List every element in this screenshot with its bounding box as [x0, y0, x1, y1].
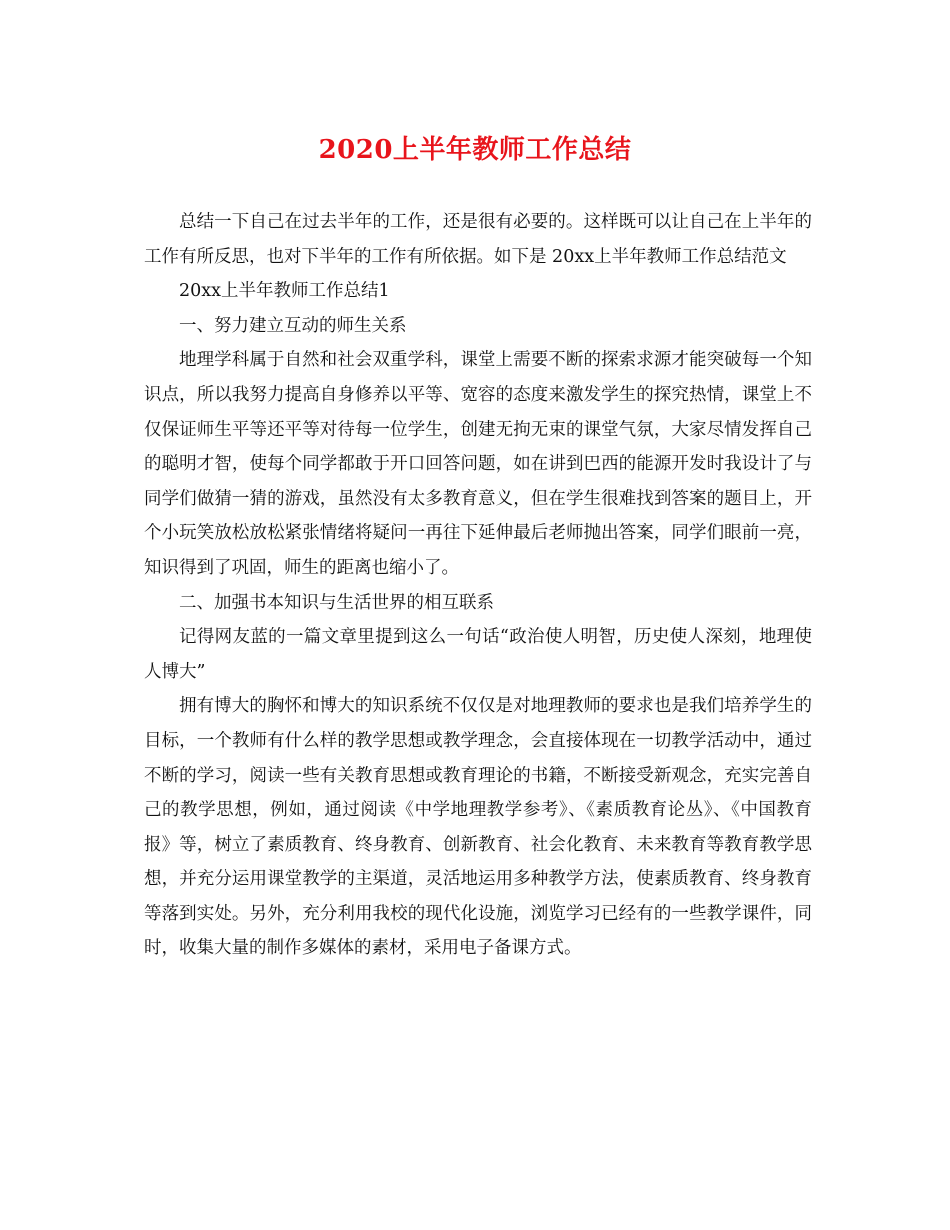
paragraph-heading-1: 一、努力建立互动的师生关系: [179, 315, 407, 336]
paragraph-quote: 记得网友蓝的一篇文章里提到这么一句话“政治使人明智，历史使人深刻，地理使人博大”: [144, 627, 812, 682]
paragraph-heading-2: 二、加强书本知识与生活世界的相互联系: [179, 592, 494, 613]
paragraph-body-2: 拥有博大的胸怀和博大的知识系统不仅仅是对地理教师的要求也是我们培养学生的目标，一个教师有什么样的教学思想或教学理念，会直接体现在一切教学活动中，通过不断的学习，阅读一些有关教育思想或教育理论的书籍，不断接受新观念，充实完善自己的教学思想，例如，通过阅读《中学地理教学参考》、《素质教育论丛》、《中国教育报》等，树立了素质教育、终身教育、创新教育、社会化教育、未来教育等教育教学思想，并充分运用课堂教学的主渠道，灵活地运用多种教学方法，使素质教育、终身教育等落到实处。另外，充分利用我校的现代化设施，浏览学习已经有的一些教学课件，同时，收集大量的制作多媒体的素材，采用电子备课方式。: [144, 696, 812, 959]
paragraph-body-1: 地理学科属于自然和社会双重学科，课堂上需要不断的探索求源才能突破每一个知识点，所以我努力提高自身修养以平等、宽容的态度来激发学生的探究热情，课堂上不仅保证师生平等还平等对待每一位学生，创建无拘无束的课堂气氛，大家尽情发挥自己的聪明才智，使每个同学都敢于开口回答问题，如在讲到巴西的能源开发时我设计了与同学们做猜一猜的游戏，虽然没有太多教育意义，但在学生很难找到答案的题目上，开个小玩笑放松放松紧张情绪将疑问一再往下延伸最后老师抛出答案，同学们眼前一亮，知识得到了巩固，师生的距离也缩小了。: [144, 350, 812, 578]
document-body: [144, 205, 812, 966]
paragraph-section-title: 20xx上半年教师工作总结1: [179, 281, 390, 302]
document-title: 2020上半年教师工作总结: [318, 135, 632, 165]
paragraph-intro: 总结一下自己在过去半年的工作，还是很有必要的。这样既可以让自己在上半年的工作有所反思，也对下半年的工作有所依据。如下是 20xx上半年教师工作总结范文: [144, 212, 812, 267]
